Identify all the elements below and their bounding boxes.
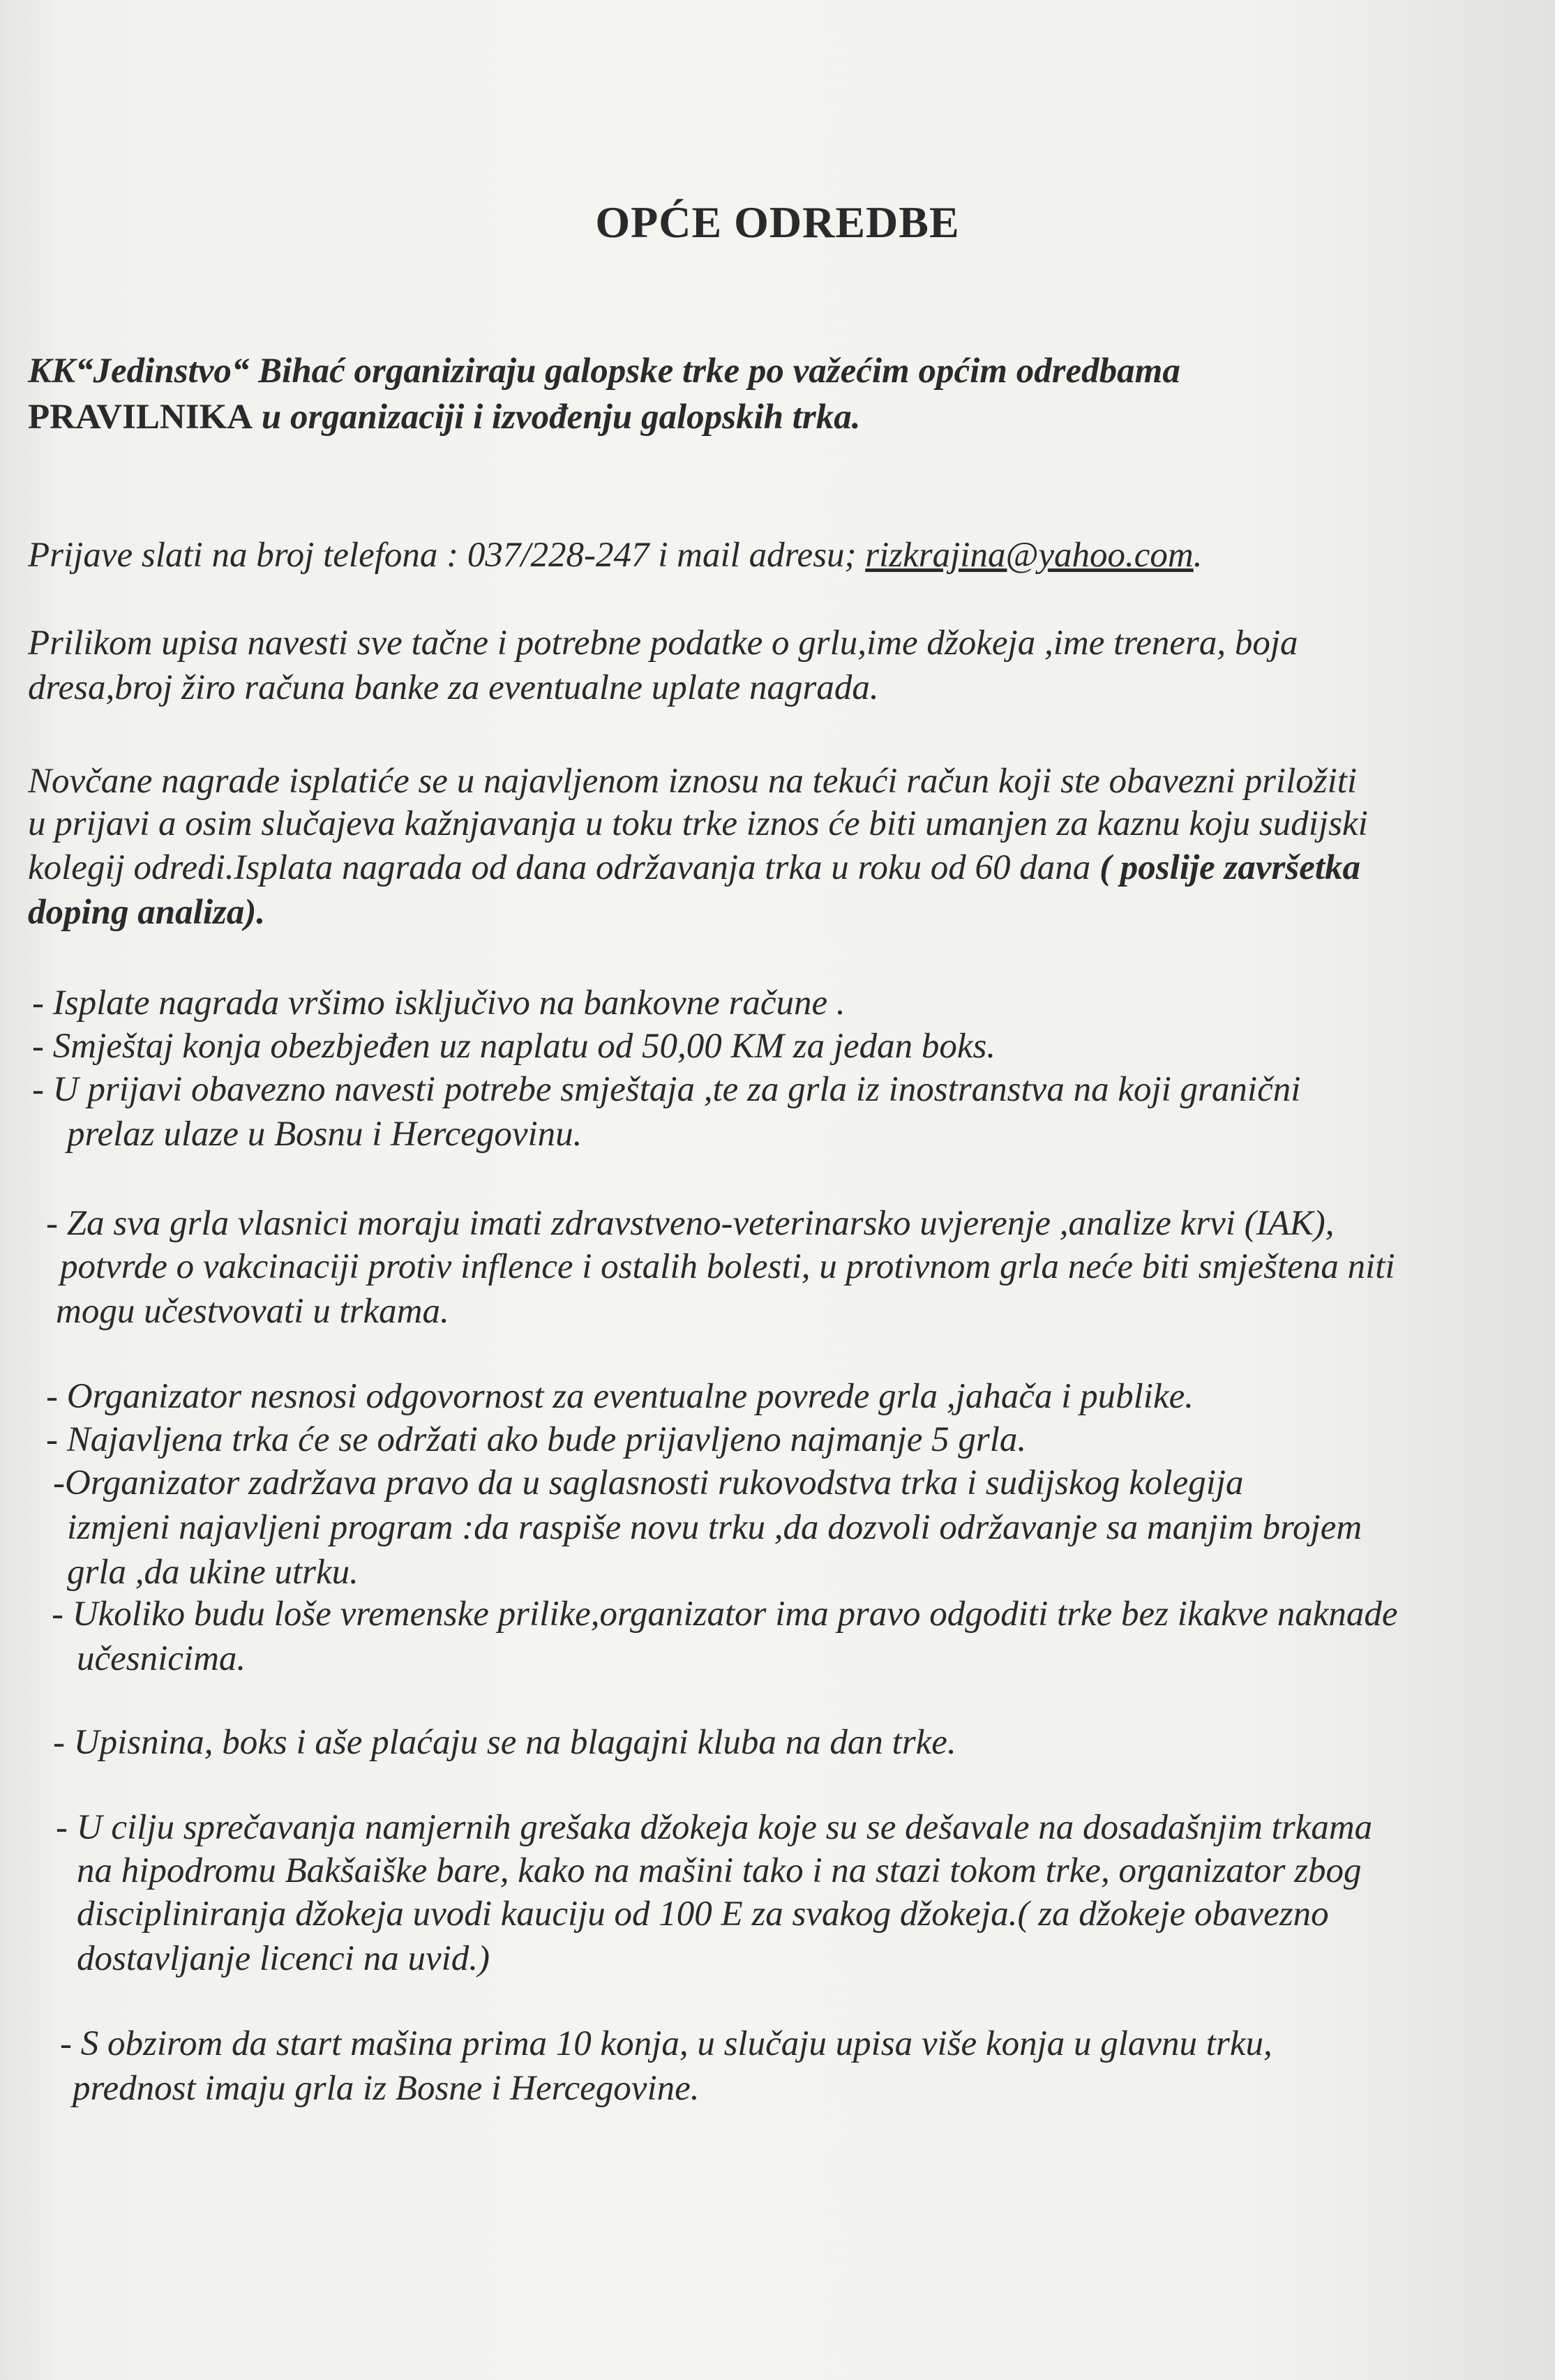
intro-line-2-rest: u organizaciji i izvođenju galopskih trka. <box>253 398 861 437</box>
prizes-line-3-text: kolegij odredi.Isplata nagrada od dana održavanja trka u roku od 60 dana <box>28 848 1100 887</box>
intro-line-2 <box>28 396 1527 439</box>
rule-3-line-2: prelaz ulaze u Bosnu i Hercegovinu. <box>67 1115 583 1154</box>
rule-10-line-3: discipliniranja džokeja uvodi kauciju od 100 E za svakog džokeja.( za džokeje obavezno <box>77 1895 1329 1934</box>
email-link[interactable]: rizkrajina@yahoo.com <box>865 536 1194 575</box>
rule-2: - Smještaj konja obezbjeđen uz naplatu od 50,00 KM za jedan boks. <box>32 1027 996 1066</box>
rule-1: - Isplate nagrada vršimo isključivo na bankovne račune . <box>32 984 846 1023</box>
rule-11-line-2: prednost imaju grla iz Bosne i Hercegovine. <box>73 2069 700 2108</box>
rule-7-line-3: grla ,da ukine utrku. <box>67 1553 359 1592</box>
prizes-line-3 <box>28 847 1527 889</box>
prizes-line-3-bold: ( poslije završetka <box>1099 848 1361 887</box>
rule-8-line-1: - Ukoliko budu loše vremenske prilike,organizator ima pravo odgoditi trke bez ikakve naknade <box>52 1595 1398 1634</box>
prizes-line-2: u prijavi a osim slučajeva kažnjavanja u toku trke iznos će biti umanjen za kaznu koju sudijski <box>28 804 1368 843</box>
rule-4-line-2: potvrde o vakcinaciji protiv inflence i ostalih bolesti, u protivnom grla neće biti smještena niti <box>60 1247 1395 1286</box>
rule-11-line-1: - S obzirom da start mašina prima 10 konja, u slučaju upisa više konja u glavnu trku, <box>60 2024 1272 2063</box>
contact-prefix: Prijave slati na broj telefona : 037/228-247 i mail adresu; <box>28 536 866 575</box>
rule-7-line-2: izmjeni najavljeni program :da raspiše novu trku ,da dozvoli održavanje sa manjim brojem <box>67 1508 1362 1547</box>
rule-4-line-1: - Za sva grla vlasnici moraju imati zdravstveno-veterinarsko uvjerenje ,analize krvi (IAK), <box>46 1204 1335 1243</box>
prizes-line-4: doping analiza). <box>28 893 266 932</box>
prizes-line-1: Novčane nagrade isplatiće se u najavljenom iznosu na tekući račun koji ste obavezni priložiti <box>28 762 1358 801</box>
rule-10-line-4: dostavljanje licenci na uvid.) <box>77 1939 490 1978</box>
rule-7-line-1: -Organizator zadržava pravo da u saglasnosti rukovodstva trka i sudijskog kolegija <box>53 1463 1244 1502</box>
intro-line-1: KK“Jedinstvo“ Bihać organiziraju galopske trke po važećim općim odredbama <box>28 352 1180 391</box>
rule-8-line-2: učesnicima. <box>77 1639 246 1678</box>
rule-10-line-1: - U cilju sprečavanja namjernih grešaka džokeja koje su se dešavale na dosadašnjim trkama <box>56 1808 1373 1847</box>
rule-9: - Upisnina, boks i aše plaćaju se na blagajni kluba na dan trke. <box>53 1723 956 1762</box>
contact-line <box>28 534 1527 577</box>
rule-10-line-2: na hipodromu Bakšaiške bare, kako na mašini tako i na stazi tokom trke, organizator zbog <box>77 1851 1362 1890</box>
contact-suffix: . <box>1193 536 1203 575</box>
rule-6: - Najavljena trka će se održati ako bude prijavljeno najmanje 5 grla. <box>46 1420 1027 1459</box>
registration-line-1: Prilikom upisa navesti sve tačne i potrebne podatke o grlu,ime džokeja ,ime trenera, boja <box>28 624 1298 663</box>
registration-line-2: dresa,broj žiro računa banke za eventualne uplate nagrada. <box>28 668 879 707</box>
rule-5: - Organizator nesnosi odgovornost za eventualne povrede grla ,jahača i publike. <box>46 1377 1194 1416</box>
page-title: OPĆE ODREDBE <box>595 197 960 247</box>
rule-4-line-3: mogu učestvovati u trkama. <box>56 1292 449 1331</box>
pravilnika-text: PRAVILNIKA <box>28 398 253 437</box>
rule-3-line-1: - U prijavi obavezno navesti potrebe smještaja ,te za grla iz inostranstva na koji granični <box>32 1070 1301 1109</box>
